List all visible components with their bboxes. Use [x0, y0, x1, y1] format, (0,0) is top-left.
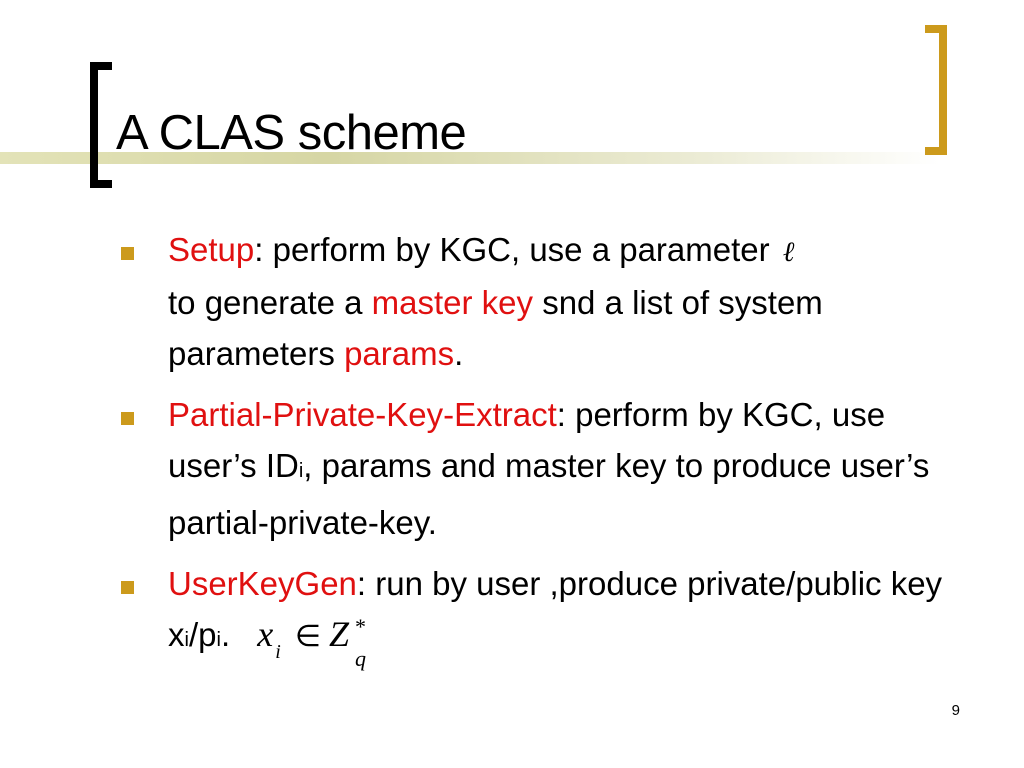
ukg-text-3: .: [220, 616, 231, 653]
formula-z-sup: *: [354, 614, 366, 639]
setup-text-1: : perform by KGC, use a parameter: [254, 231, 779, 268]
formula-z: Z: [328, 614, 349, 654]
highlight-params: params: [344, 335, 455, 372]
square-bullet-icon: [121, 581, 134, 594]
highlight-master-key: master key: [371, 284, 534, 321]
setup-text-2: to generate a: [168, 284, 372, 321]
setup-text-4: .: [454, 335, 464, 372]
right-bracket-decoration: [925, 25, 947, 155]
setup-text-3: snd a list of system parameters: [168, 284, 823, 372]
bullet-list: [118, 224, 978, 676]
ppke-text-2: , params and master key to produce user’s partial-private-key.: [168, 447, 930, 541]
ukg-sub-2: i: [216, 629, 221, 651]
ell-symbol: ℓ: [782, 235, 795, 268]
formula-x-sub: i: [275, 641, 281, 663]
formula-z-sub: q: [354, 646, 366, 671]
ppke-sub-i: i: [298, 460, 304, 482]
ukg-text-1: : run by user ,produce private/public key x: [168, 565, 943, 653]
bullet-userkeygen: [118, 558, 978, 671]
slide-title: A CLAS scheme: [116, 106, 467, 160]
square-bullet-icon: [121, 247, 134, 260]
formula-z-group: [328, 609, 366, 671]
page-number: 9: [951, 702, 960, 719]
square-bullet-icon: [121, 412, 134, 425]
term-userkeygen: UserKeyGen: [168, 565, 357, 602]
formula-element-of: ∈: [294, 620, 321, 653]
bullet-partial-private-key-extract: [118, 389, 978, 548]
formula-x: x: [257, 614, 274, 654]
formula-xi-in-zq-star: [257, 609, 366, 671]
left-bracket-decoration: [90, 62, 112, 188]
ukg-text-2: /p: [188, 616, 217, 653]
bullet-setup: [118, 224, 978, 379]
term-partial-private-key-extract: Partial-Private-Key-Extract: [168, 396, 557, 433]
term-setup: Setup: [168, 231, 255, 268]
ukg-sub-1: i: [184, 629, 189, 651]
ppke-text-1: : perform by KGC, use user’s ID: [168, 396, 886, 484]
